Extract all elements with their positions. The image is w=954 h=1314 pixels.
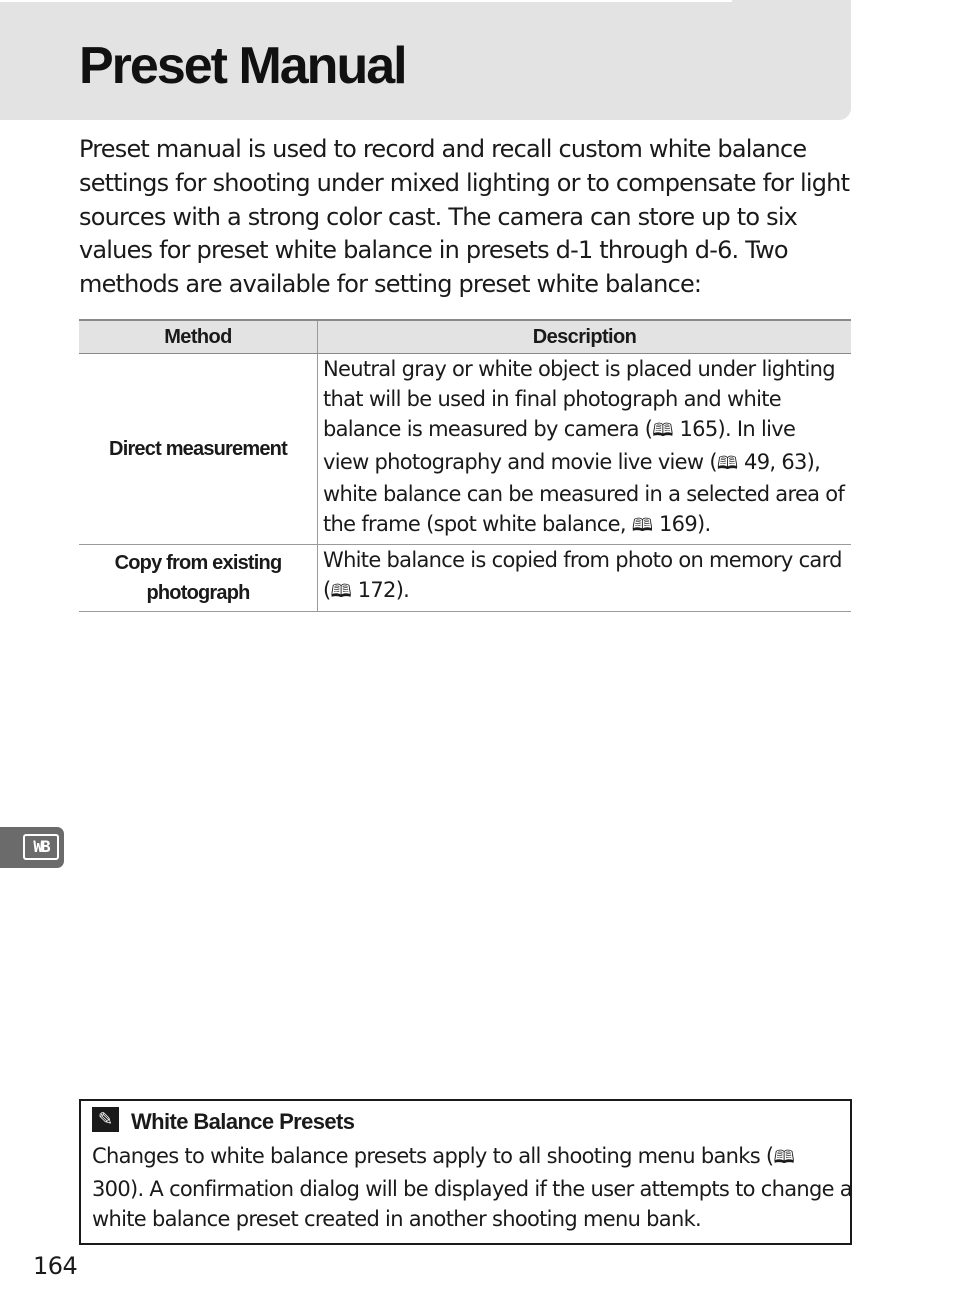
methods-table [79, 319, 851, 612]
desc-text: White balance is copied from photo on memory card ( [323, 548, 842, 603]
desc-text: 49, 63), white balance can be measured in a selected area of the frame (spot white balance, [323, 449, 845, 537]
note-box [79, 1099, 852, 1245]
note-text: 300). A confirmation dialog will be displayed if the user attempts to change a white balance preset created in another shooting menu bank. [92, 1176, 852, 1232]
description-direct-measurement [318, 354, 852, 545]
method-line: photograph [146, 581, 250, 604]
intro-paragraph: Preset manual is used to record and recall custom white balance settings for shooting under mixed lighting or to compensate for light sources with a strong color cast. The camera can store up to six values for preset white balance in presets d-1 through d-6. Two methods are available for setting preset white balance: [79, 135, 850, 299]
wb-icon: WB [23, 834, 59, 860]
note-text: Changes to white balance presets apply to all shooting menu banks ( [92, 1144, 774, 1168]
desc-text: 165). In live view photography and movie live view ( [323, 417, 796, 474]
method-line: Copy from existing [114, 551, 282, 574]
section-tab [0, 827, 64, 868]
book-icon: 🕮 [716, 452, 739, 474]
title-band-top-line [0, 0, 732, 2]
book-icon: 🕮 [631, 515, 654, 537]
note-body [92, 1141, 852, 1235]
desc-text: Neutral gray or white object is placed under lighting that will be used in final photograph and white balance is measured by camera ( [323, 357, 835, 442]
table-row [79, 354, 851, 545]
book-icon: 🕮 [652, 420, 674, 442]
header-method: Method [79, 320, 318, 354]
description-copy-from-existing [318, 545, 852, 611]
method-direct-measurement: Direct measurement [79, 354, 318, 545]
book-icon: 🕮 [773, 1147, 795, 1168]
note-title: White Balance Presets [131, 1109, 355, 1134]
desc-text: 169). [653, 512, 711, 537]
page-title: Preset Manual [79, 37, 406, 95]
desc-text: 172). [351, 578, 410, 603]
header-description: Description [318, 320, 852, 354]
page-number: 164 [33, 1252, 78, 1280]
table-row [79, 545, 851, 611]
table-header-row [79, 320, 851, 354]
book-icon: 🕮 [330, 581, 352, 603]
note-pencil-icon: ✎ [92, 1107, 119, 1132]
method-copy-from-existing [79, 545, 318, 611]
